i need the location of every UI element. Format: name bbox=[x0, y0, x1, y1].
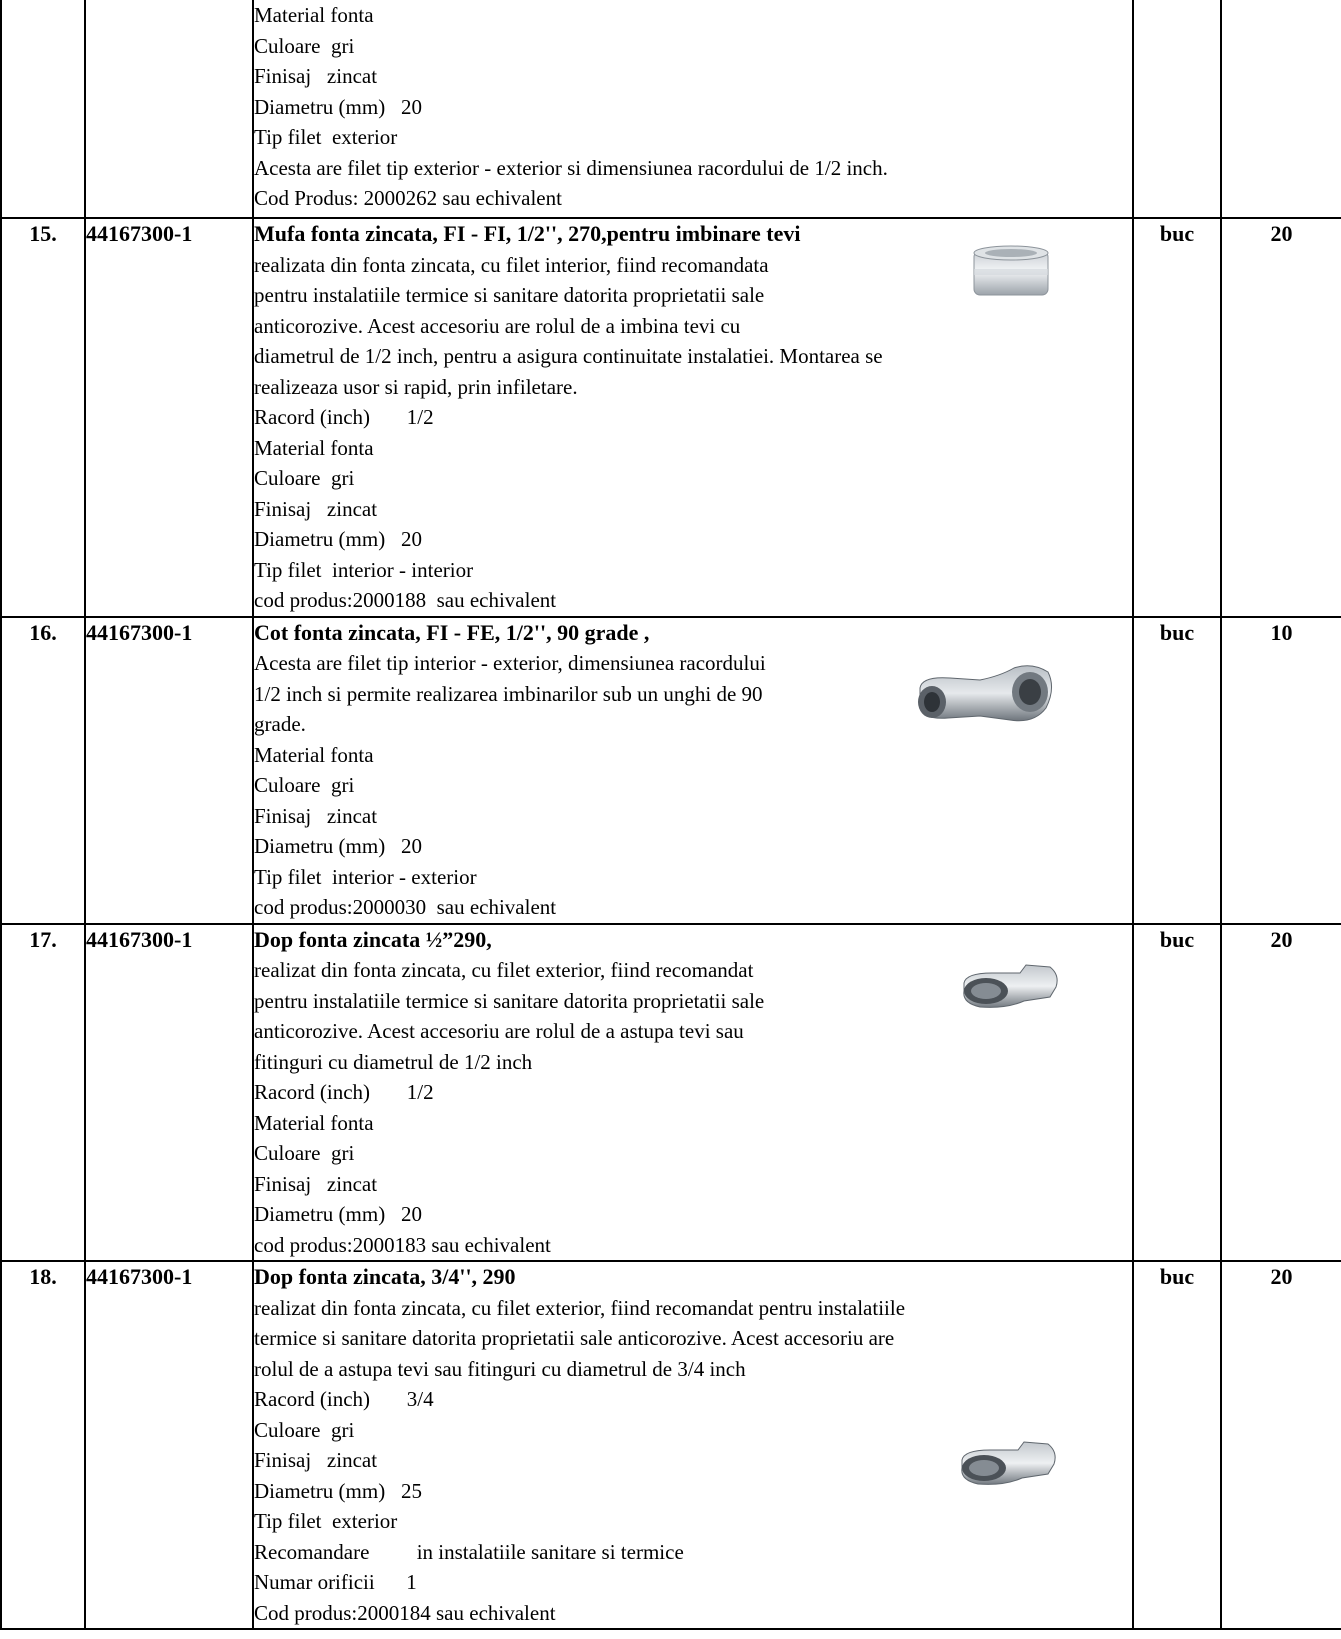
coupling-photo bbox=[966, 241, 1056, 305]
spec-line: fitinguri cu diametrul de 1/2 inch bbox=[254, 1049, 533, 1074]
spec-line: Culoare gri bbox=[254, 1417, 355, 1442]
description-cell bbox=[253, 1261, 1133, 1629]
spec-line: Racord (inch) 3/4 bbox=[254, 1387, 434, 1411]
spec-line: cod produs:2000183 sau echivalent bbox=[254, 1232, 551, 1257]
description-cell bbox=[253, 218, 1133, 617]
spec-line: Tip filet interior - interior bbox=[254, 557, 474, 582]
spec-line: Finisaj zincat bbox=[254, 1171, 378, 1196]
unit-cell bbox=[1133, 0, 1221, 218]
spec-line: Culoare gri bbox=[254, 33, 355, 58]
item-number: 15. bbox=[1, 218, 85, 617]
table-row-continued bbox=[1, 0, 1341, 218]
nr-cell bbox=[1, 0, 85, 218]
table-row bbox=[1, 218, 1341, 617]
product-title: Dop fonta zincata, 3/4'', 290 bbox=[254, 1264, 516, 1289]
spec-line: Diametru (mm) 25 bbox=[254, 1478, 422, 1503]
spec-line: Culoare gri bbox=[254, 773, 355, 797]
spec-line: grade. bbox=[254, 712, 306, 736]
spec-line: Tip filet exterior bbox=[254, 1509, 398, 1533]
product-title: Cot fonta zincata, FI - FE, 1/2'', 90 grade , bbox=[254, 619, 650, 645]
spec-line: Numar orificii 1 bbox=[254, 1570, 417, 1594]
spec-line: Finisaj zincat bbox=[254, 496, 378, 521]
spec-line: Material fonta bbox=[254, 3, 374, 27]
cpv-code: 44167300-1 bbox=[85, 218, 253, 617]
spec-line: Tip filet exterior bbox=[254, 125, 398, 149]
item-number: 18. bbox=[1, 1261, 85, 1629]
unit-cell: buc bbox=[1133, 218, 1221, 617]
description-cell bbox=[253, 0, 1133, 218]
product-title: Mufa fonta zincata, FI - FI, 1/2'', 270,pentru imbinare tevi bbox=[254, 221, 801, 246]
unit-cell: buc bbox=[1133, 617, 1221, 924]
elbow-photo bbox=[910, 658, 1058, 734]
spec-line: Culoare gri bbox=[254, 466, 355, 490]
spec-line: Diametru (mm) 20 bbox=[254, 834, 422, 858]
cpv-code: 44167300-1 bbox=[85, 924, 253, 1262]
spec-line: Material fonta bbox=[254, 1110, 374, 1135]
spec-line: Racord (inch) 1/2 bbox=[254, 405, 434, 429]
spec-line: anticorozive. Acest accesoriu are rolul de a imbina tevi cu bbox=[254, 313, 741, 338]
spec-line: realizeaza usor si rapid, prin infiletare. bbox=[254, 374, 578, 399]
item-number: 16. bbox=[1, 617, 85, 924]
spec-line: termice si sanitare datorita proprietatii sale anticorozive. Acest accesoriu are bbox=[254, 1326, 895, 1350]
spec-line: Culoare gri bbox=[254, 1141, 355, 1165]
qty-cell bbox=[1221, 0, 1341, 218]
table-row bbox=[1, 1261, 1341, 1629]
spec-line: pentru instalatiile termice si sanitare datorita proprietatii sale bbox=[254, 283, 765, 307]
spec-line: Cod Produs: 2000262 sau echivalent bbox=[254, 186, 562, 210]
spec-line: Finisaj zincat bbox=[254, 64, 378, 88]
product-title: Dop fonta zincata ½”290, bbox=[254, 926, 492, 952]
spec-line: realizata din fonta zincata, cu filet interior, fiind recomandata bbox=[254, 252, 769, 277]
spec-line: realizat din fonta zincata, cu filet exterior, fiind recomandat bbox=[254, 958, 754, 982]
spec-line: Diametru (mm) 20 bbox=[254, 527, 422, 551]
table-row bbox=[1, 617, 1341, 924]
description-cell bbox=[253, 924, 1133, 1262]
spec-line: Racord (inch) 1/2 bbox=[254, 1080, 434, 1104]
item-number: 17. bbox=[1, 924, 85, 1262]
qty-cell: 20 bbox=[1221, 218, 1341, 617]
cpv-code: 44167300-1 bbox=[85, 617, 253, 924]
qty-cell: 10 bbox=[1221, 617, 1341, 924]
plug-photo bbox=[956, 961, 1062, 1015]
unit-cell: buc bbox=[1133, 924, 1221, 1262]
description-cell bbox=[253, 617, 1133, 924]
spec-line: pentru instalatiile termice si sanitare datorita proprietatii sale bbox=[254, 988, 765, 1013]
spec-line: diametrul de 1/2 inch, pentru a asigura continuitate instalatiei. Montarea se bbox=[254, 344, 883, 368]
spec-line: anticorozive. Acest accesoriu are rolul de a astupa tevi sau bbox=[254, 1019, 744, 1043]
spec-line: Finisaj zincat bbox=[254, 803, 378, 828]
plug-photo bbox=[954, 1438, 1060, 1492]
unit-cell: buc bbox=[1133, 1261, 1221, 1629]
spec-line: Acesta are filet tip interior - exterior, dimensiunea racordului bbox=[254, 651, 766, 675]
spec-line: Finisaj zincat bbox=[254, 1448, 378, 1472]
table-row bbox=[1, 924, 1341, 1262]
spec-line: Recomandare in instalatiile sanitare si termice bbox=[254, 1539, 684, 1564]
cpv-code: 44167300-1 bbox=[85, 1261, 253, 1629]
spec-line: Tip filet interior - exterior bbox=[254, 864, 477, 889]
spec-line: Acesta are filet tip exterior - exterior si dimensiunea racordului de 1/2 inch. bbox=[254, 155, 888, 180]
spec-line: rolul de a astupa tevi sau fitinguri cu diametrul de 3/4 inch bbox=[254, 1356, 746, 1381]
spec-line: cod produs:2000030 sau echivalent bbox=[254, 895, 557, 919]
spec-line: Diametru (mm) 20 bbox=[254, 1202, 422, 1226]
code-cell bbox=[85, 0, 253, 218]
spec-line: realizat din fonta zincata, cu filet exterior, fiind recomandat pentru instalatiile bbox=[254, 1295, 906, 1320]
spec-line: Material fonta bbox=[254, 742, 374, 767]
spec-line: Diametru (mm) 20 bbox=[254, 94, 422, 119]
qty-cell: 20 bbox=[1221, 924, 1341, 1262]
qty-cell: 20 bbox=[1221, 1261, 1341, 1629]
spec-line: Cod produs:2000184 sau echivalent bbox=[254, 1600, 556, 1625]
spec-line: cod produs:2000188 sau echivalent bbox=[254, 588, 557, 612]
spec-line: Material fonta bbox=[254, 435, 374, 460]
spec-line: 1/2 inch si permite realizarea imbinarilor sub un unghi de 90 bbox=[254, 681, 763, 706]
